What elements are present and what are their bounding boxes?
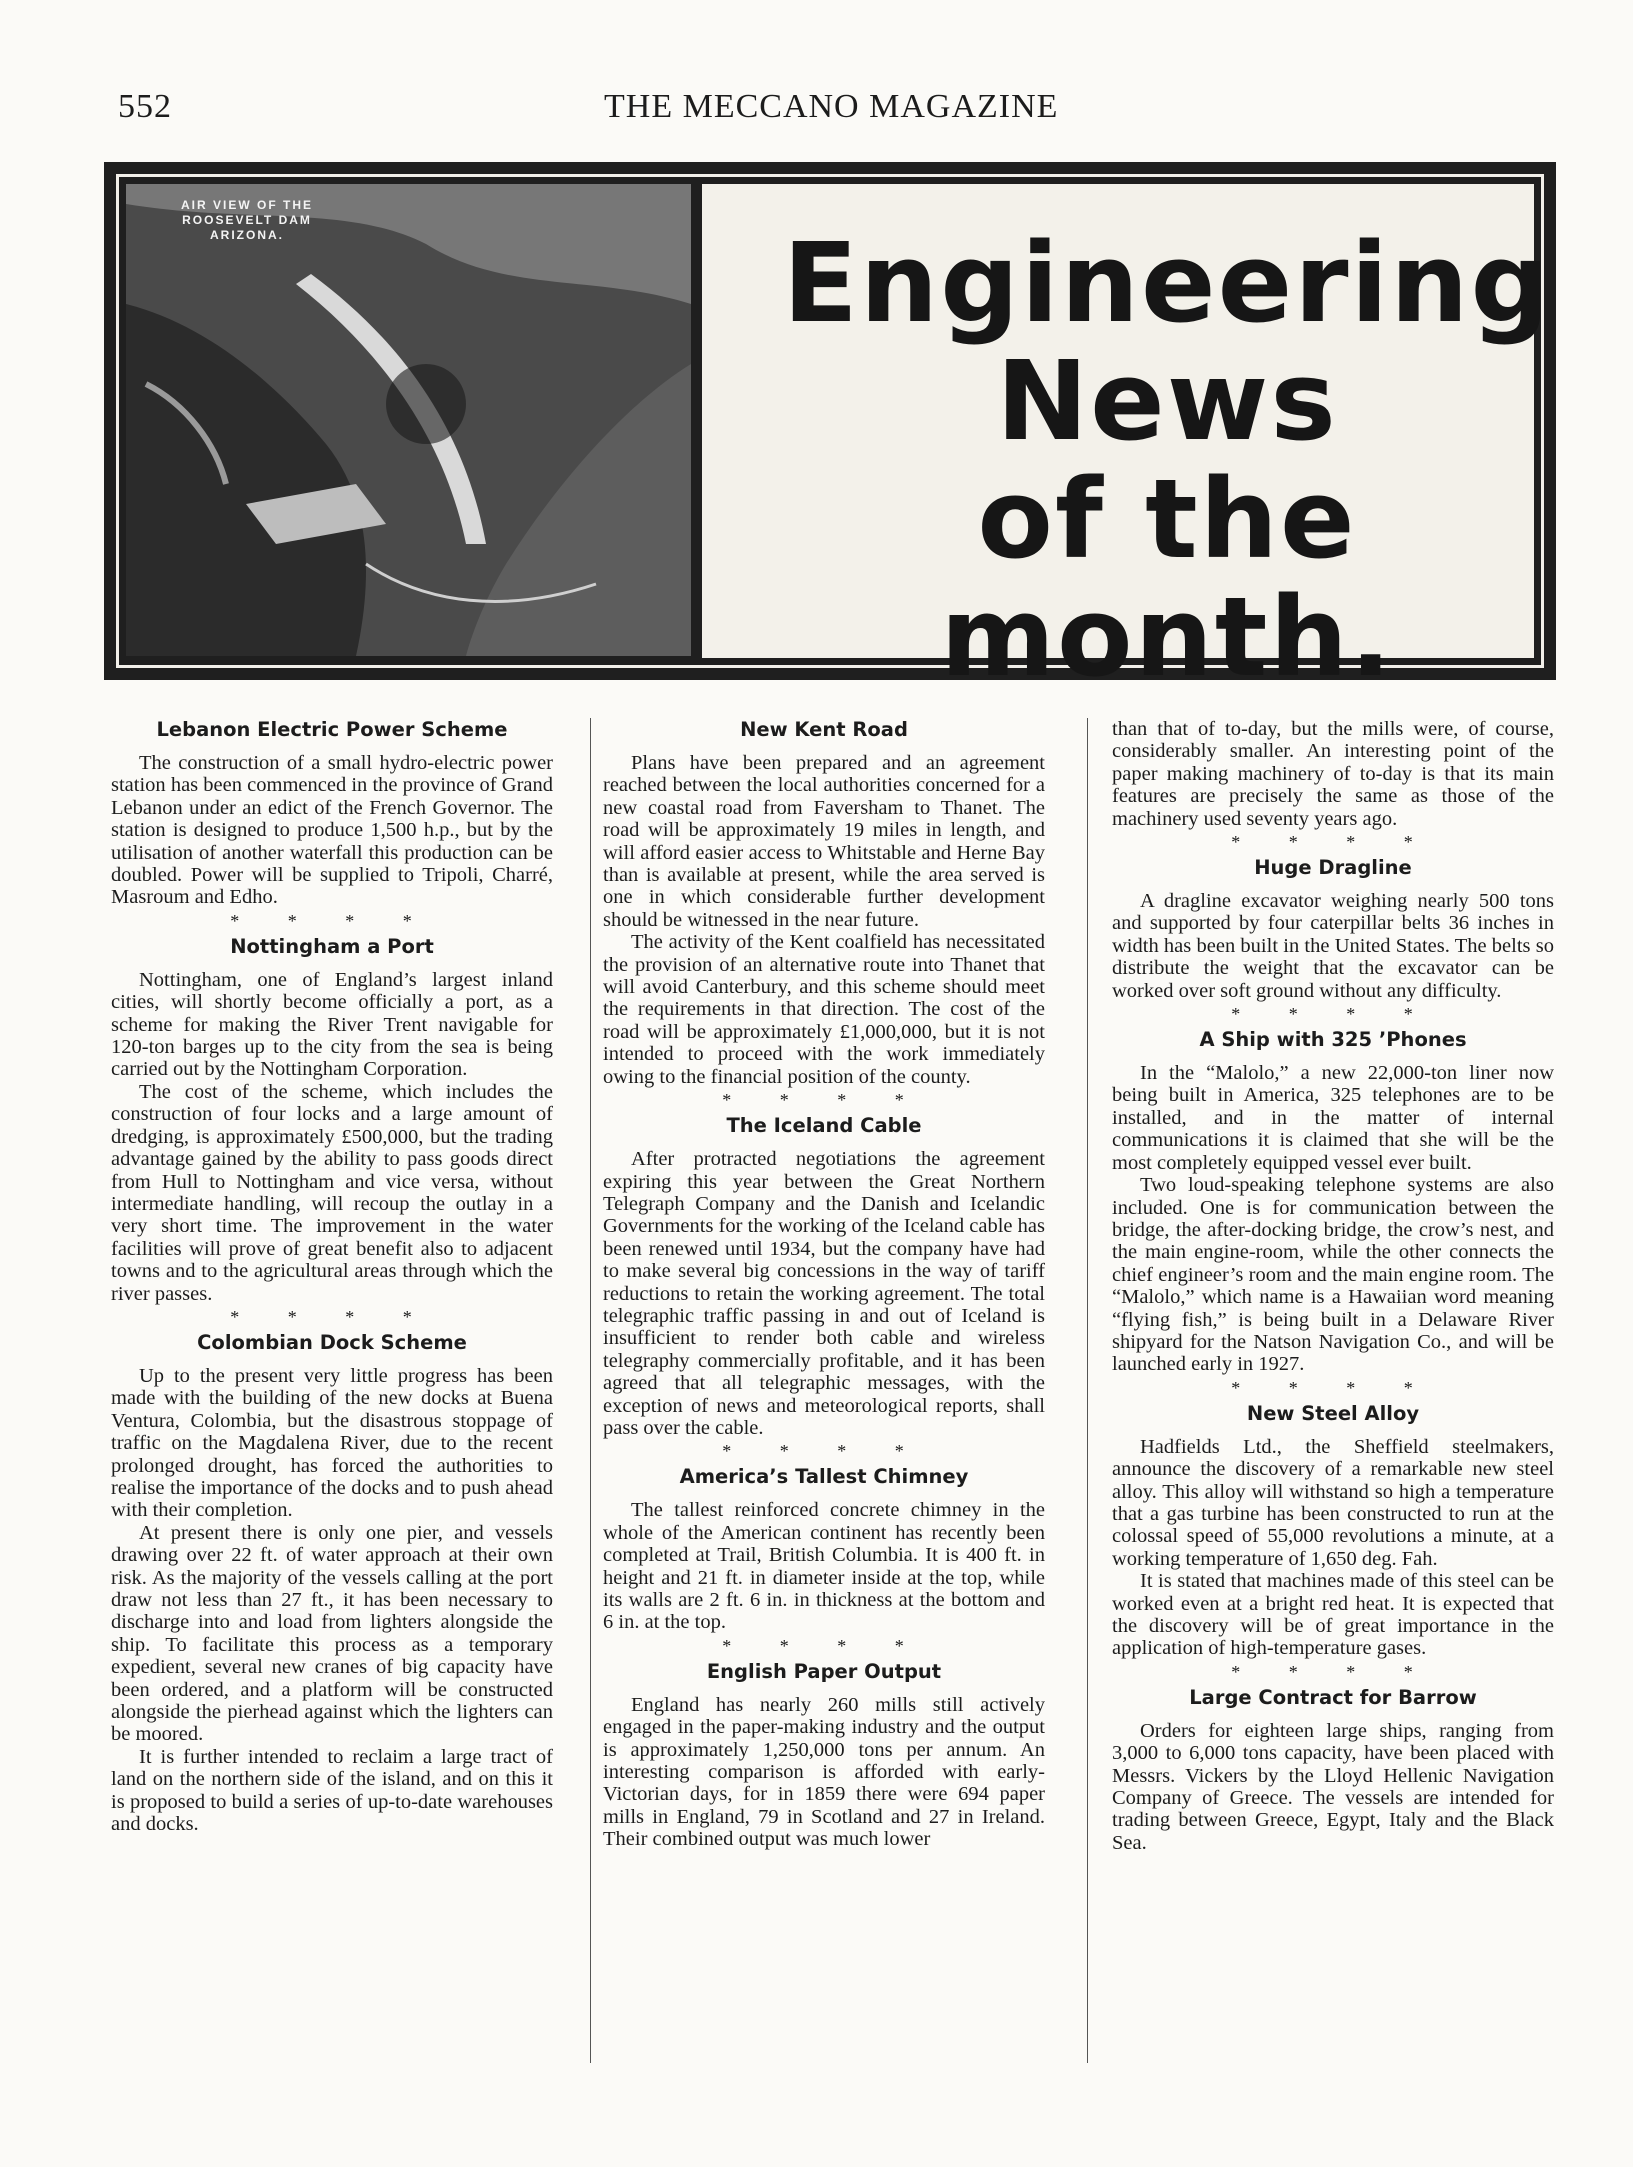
article-paragraph: A dragline excavator weighing nearly 500 tons and supported by four caterpillar belts 36 inches in width has been built in the United States. The belts so distribute the weight that the excavator can be worked over soft ground without any difficulty. <box>1112 890 1554 1002</box>
article-paragraph: Up to the present very little progress has been made with the building of the new docks at Buena Ventura, Colombia, but the disastrous stoppage of traffic on the Magdalena River, due to the recent prolonged drought, has forced the authorities to realise the importance of the docks and to push ahead with their completion. <box>111 1364 553 1522</box>
section-separator: * * * * <box>722 1441 926 1462</box>
magazine-title: THE MECCANO MAGAZINE <box>604 88 1059 125</box>
article-paragraph: Two loud-speaking telephone systems are also included. One is for communication between the bridge, the after-docking bridge, the crow’s nest, and the main engine-room, while the other connects the chief engineer’s room and the main engine room. The “Malolo,” which name is a Hawaiian word meaning “flying fish,” is being built in a Delaware River shipyard for the Natson Navigation Co., and will be launched early in 1927. <box>1112 1174 1554 1376</box>
article-paragraph: Hadfields Ltd., the Sheffield steelmakers, announce the discovery of a remarkable new steel alloy. This alloy will withstand so high a temperature that a gas turbine has been constructed to run at the colossal speed of 55,000 revolutions a minute, at a working temperature of 1,650 deg. Fah. <box>1112 1435 1554 1570</box>
article-heading: A Ship with 325 ’Phones <box>1199 1028 1467 1052</box>
column-divider <box>590 718 591 2063</box>
article-paragraph: It is further intended to reclaim a large tract of land on the northern side of the island, and on this it is proposed to build a series of up-to-date warehouses and docks. <box>111 1745 553 1836</box>
article-heading: The Iceland Cable <box>726 1114 922 1138</box>
page-number: 552 <box>118 88 172 125</box>
banner-title-line-2: News <box>996 337 1338 465</box>
article-heading: Large Contract for Barrow <box>1189 1685 1477 1709</box>
article-paragraph: It is stated that machines made of this steel can be worked even at a bright red heat. It is expected that the discovery will be of great importance in the application of high-temperature gases. <box>1112 1570 1554 1660</box>
article-paragraph: The construction of a small hydro-electric power station has been commenced in the province of Grand Lebanon under an edict of the French Governor. The station is designed to produce 1,500 h.p., but by the utilisation of another waterfall this production can be doubled. Power will be supplied to Tripoli, Charré, Masroum and Edho. <box>111 752 553 909</box>
article-paragraph: England has nearly 260 mills still actively engaged in the paper-making industry and the output is approximately 1,250,000 tons per annum. An interesting comparison is afforded with early-Victorian days, for in 1859 there were 694 paper mills in England, 79 in Scotland and 27 in Ireland. Their combined output was much lower <box>603 1693 1045 1851</box>
article-paragraph: At present there is only one pier, and vessels drawing over 22 ft. of water approach at their own risk. As the majority of the vessels calling at the port draw not less than 27 ft., it has been necessary to discharge into and load from lighters alongside the ship. To facilitate this process as a temporary expedient, several new cranes of big capacity have been ordered, and a platform will be constructed alongside the pierhead against which the lighters can be moored. <box>111 1521 553 1746</box>
article-paragraph: The tallest reinforced concrete chimney in the whole of the American continent has recently been completed at Trail, British Columbia. It is 400 ft. in height and 21 ft. in diameter inside at the top, while its walls are 2 ft. 6 in. in thickness at the bottom and 6 in. at the top. <box>603 1499 1045 1634</box>
article-paragraph: than that of to-day, but the mills were, of course, considerably smaller. An interesting point of the paper making machinery of to-day is that its main features are precisely the same as those of the machinery used seventy years ago. <box>1112 718 1554 830</box>
section-separator: * * * * <box>1231 1377 1435 1398</box>
dam-aerial-picture <box>126 184 691 656</box>
column-3 <box>1112 718 1554 1854</box>
banner-title-line-3: of the month. <box>940 455 1394 701</box>
article-heading: English Paper Output <box>706 1659 942 1683</box>
image-caption: AIR VIEW OF THE ROOSEVELT DAM ARIZONA. <box>181 198 313 242</box>
article-heading: Huge Dragline <box>1254 856 1412 880</box>
article-heading: Nottingham a Port <box>230 934 434 958</box>
section-separator: * * * * <box>230 1306 434 1327</box>
column-divider <box>1087 718 1088 2063</box>
section-separator: * * * * <box>1231 1004 1435 1025</box>
banner-title-box <box>702 184 1552 701</box>
section-separator: * * * * <box>1231 832 1435 853</box>
section-separator: * * * * <box>722 1635 926 1656</box>
article-paragraph: Nottingham, one of England’s largest inland cities, will shortly become officially a port, as a scheme for making the River Trent navigable for 120-ton barges up to the city from the sea is being carried out by the Nottingham Corporation. <box>111 968 553 1081</box>
title-banner <box>104 162 1556 701</box>
banner-title-line-1: Engineering <box>782 219 1552 347</box>
article-paragraph: The cost of the scheme, which includes the construction of four locks and a large amount of dredging, is approximately £500,000, but the trading advantage gained by the ability to pass goods direct from Hull to Nottingham and vice versa, without intermediate handling, will recoup the outlay in a very short time. The improvement in the water facilities will prove of great benefit also to adjacent towns and to the agricultural areas through which the river passes. <box>111 1080 553 1305</box>
section-separator: * * * * <box>722 1090 926 1111</box>
column-2 <box>603 718 1045 1851</box>
article-paragraph: The activity of the Kent coalfield has necessitated the provision of an alternative route into Thanet that will avoid Canterbury, and this scheme should meet the requirements in that direction. The cost of the road will be approximately £1,000,000, but it is not intended to proceed with the work immediately owing to the financial position of the county. <box>603 931 1045 1088</box>
article-heading: America’s Tallest Chimney <box>679 1465 969 1489</box>
section-separator: * * * * <box>1231 1661 1435 1682</box>
article-heading: New Steel Alloy <box>1246 1401 1420 1425</box>
article-heading: Colombian Dock Scheme <box>197 1330 467 1354</box>
article-paragraph: After protracted negotiations the agreement expiring this year between the Great Northern Telegraph Company and the Danish and Icelandic Governments for the working of the Iceland cable has been renewed until 1934, but the company have had to make several big concessions in the way of tariff reductions to retain the working agreement. The total telegraphic traffic passing in and out of Iceland is insufficient to render both cable and wireless telegraphy commercially profitable, and it has been agreed that all telegraphic messages, with the exception of news and meteorological reports, shall pass over the cable. <box>603 1148 1045 1439</box>
banner-title <box>742 219 1592 701</box>
dam-illustration <box>126 184 691 656</box>
article-paragraph: Orders for eighteen large ships, ranging from 3,000 to 6,000 tons capacity, have been placed with Messrs. Vickers by the Lloyd Hellenic Navigation Company of Greece. The vessels are intended for trading between Greece, Egypt, Italy and the Black Sea. <box>1112 1719 1554 1854</box>
section-separator: * * * * <box>230 910 434 931</box>
article-paragraph: Plans have been prepared and an agreement reached between the local authorities concerned for a new coastal road from Faversham to Thanet. The road will be approximately 19 miles in length, and will afford easier access to Whitstable and Herne Bay than is available at present, while the area served is one in which considerable further development should be witnessed in the near future. <box>603 752 1045 931</box>
article-heading: New Kent Road <box>740 718 908 741</box>
column-1 <box>111 718 553 1835</box>
article-heading: Lebanon Electric Power Scheme <box>156 718 508 741</box>
article-paragraph: In the “Malolo,” a new 22,000-ton liner now being built in America, 325 telephones are to be installed, and in the matter of internal communications it is claimed that she will be the most completely equipped vessel ever built. <box>1112 1062 1554 1174</box>
